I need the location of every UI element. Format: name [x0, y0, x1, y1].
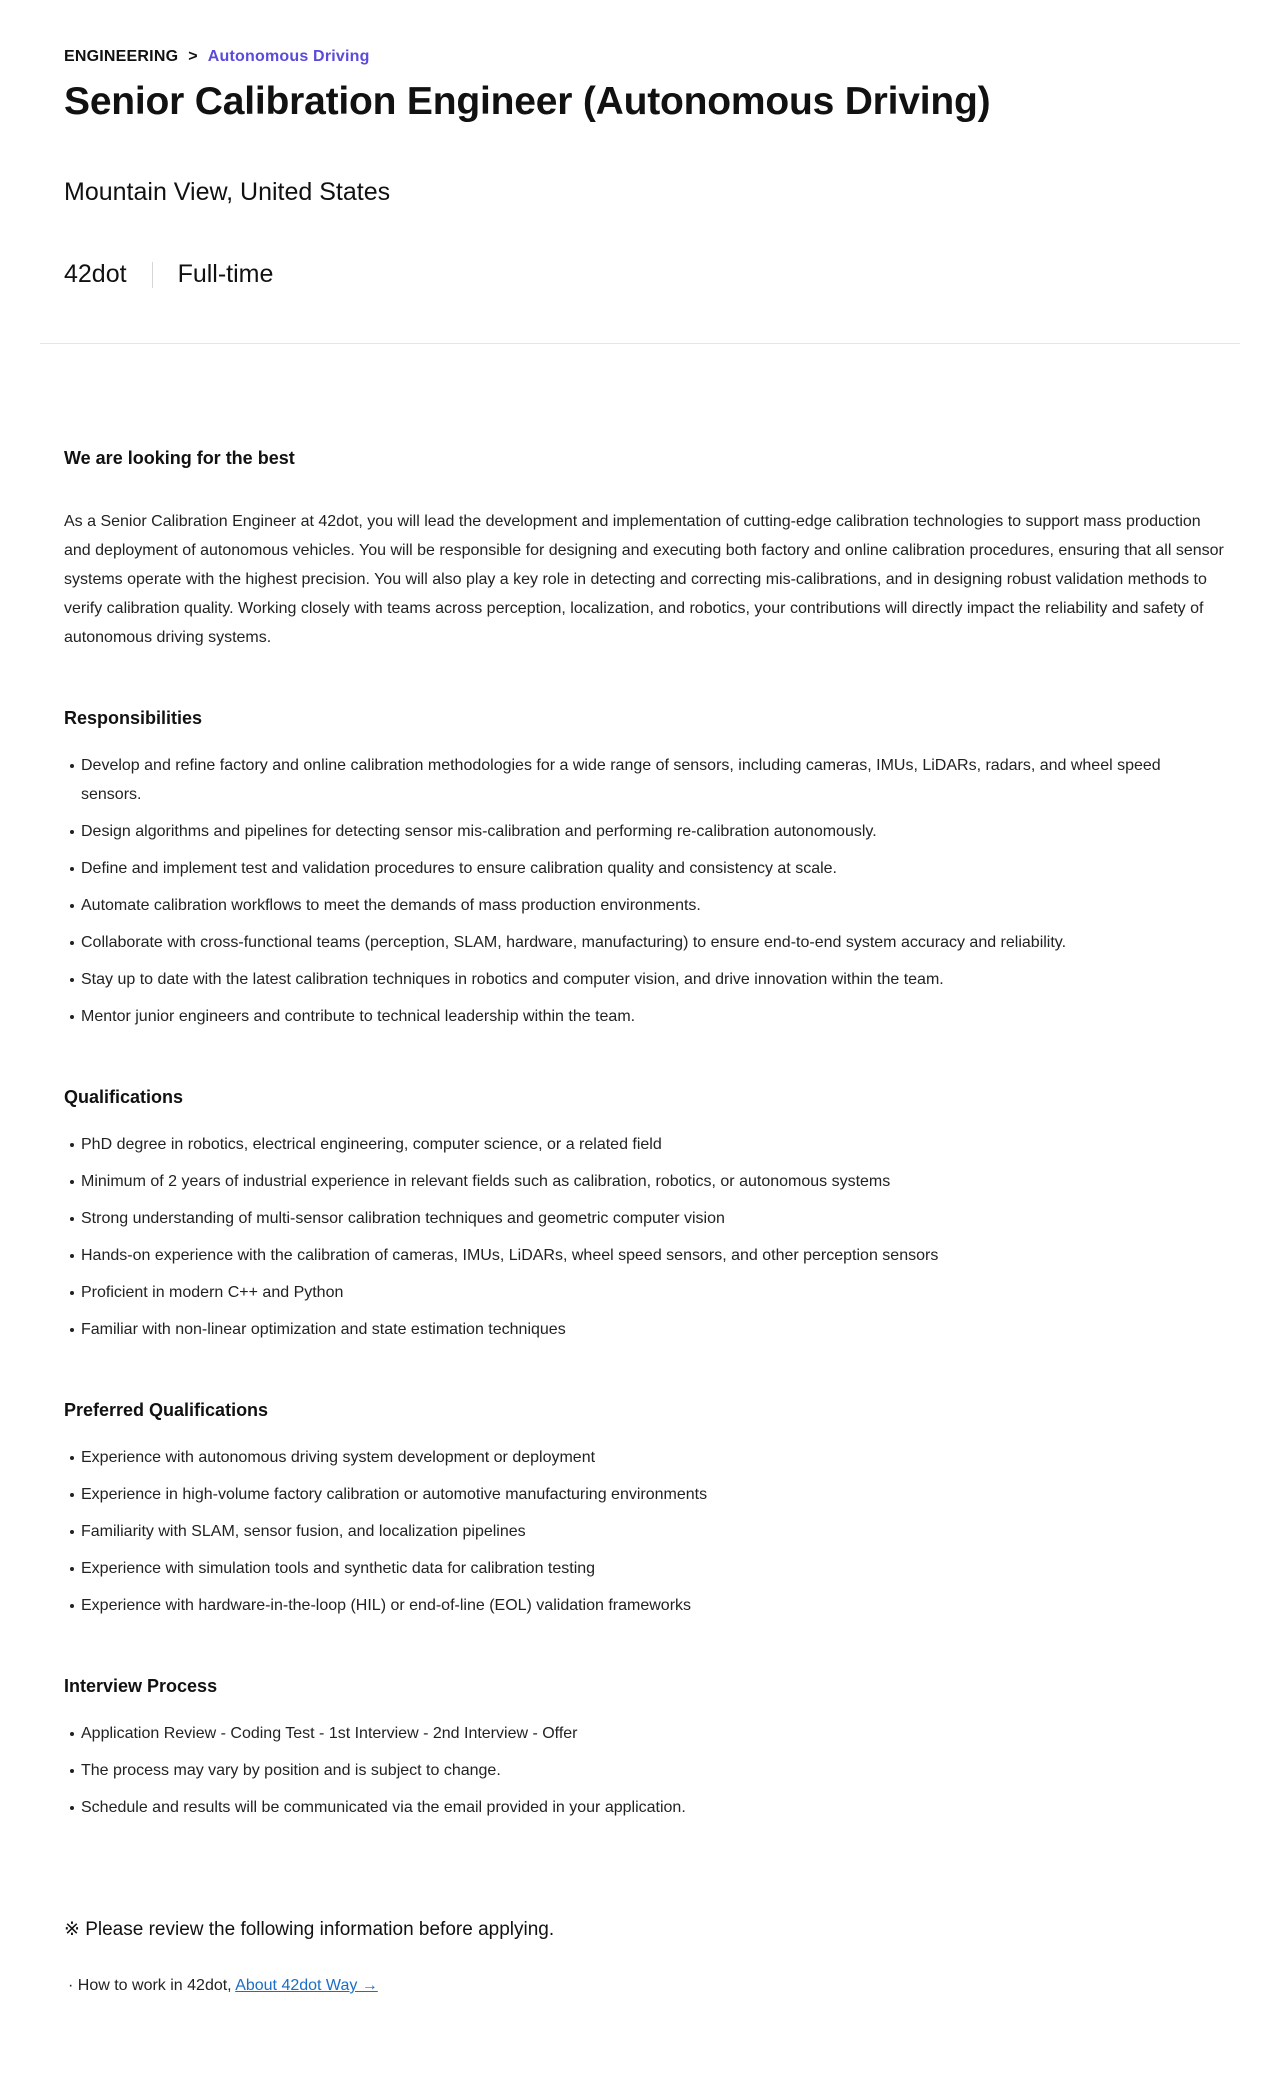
list-item: The process may vary by position and is subject to change.	[64, 1756, 1224, 1785]
interview-process-heading: Interview Process	[64, 1676, 218, 1696]
list-item: Collaborate with cross-functional teams (perception, SLAM, hardware, manufacturing) to ensure end-to-end system accuracy and reliability.	[64, 928, 1224, 957]
list-item: Hands-on experience with the calibration of cameras, IMUs, LiDARs, wheel speed sensors, and other perception sensors	[64, 1241, 1224, 1270]
preferred-qualifications-heading: Preferred Qualifications	[64, 1400, 269, 1420]
notice-text: ※ Please review the following information before applying.	[64, 1919, 555, 1940]
qualifications-heading: Qualifications	[64, 1087, 184, 1107]
qualifications-list	[64, 1130, 1224, 1344]
list-item: Automate calibration workflows to meet the demands of mass production environments.	[64, 891, 1224, 920]
list-item: Familiarity with SLAM, sensor fusion, and localization pipelines	[64, 1517, 1224, 1546]
page-title: Senior Calibration Engineer (Autonomous Driving)	[64, 80, 991, 123]
list-item: Design algorithms and pipelines for detecting sensor mis-calibration and performing re-calibration autonomously.	[64, 817, 1224, 846]
list-item: Experience with hardware-in-the-loop (HIL) or end-of-line (EOL) validation frameworks	[64, 1591, 1224, 1620]
how-to-work-prefix: · How to work in 42dot,	[68, 1977, 236, 1994]
responsibilities-heading: Responsibilities	[64, 708, 203, 728]
intro-heading: We are looking for the best	[64, 448, 295, 468]
qualifications-section	[64, 1087, 1224, 1344]
interview-process-section	[64, 1676, 1224, 1822]
preferred-qualifications-list	[64, 1443, 1224, 1620]
list-item: Stay up to date with the latest calibration techniques in robotics and computer vision, and drive innovation within the team.	[64, 965, 1224, 994]
intro-text: As a Senior Calibration Engineer at 42dot, you will lead the development and implementation of cutting-edge calibration technologies to support mass production and deployment of autonomous vehicles. You will be responsible for designing and executing both factory and online calibration procedures, ensuring that all sensor systems operate with the highest precision. You will also play a key role in detecting and correcting mis-calibrations, and in designing robust validation methods to verify calibration quality. Working closely with teams across perception, localization, and robotics, your contributions will directly impact the reliability and safety of autonomous driving systems.	[64, 513, 1224, 646]
job-description	[64, 448, 1224, 1995]
list-item: Experience in high-volume factory calibration or automotive manufacturing environments	[64, 1480, 1224, 1509]
interview-process-list	[64, 1719, 1224, 1822]
breadcrumb	[64, 48, 370, 66]
responsibilities-section	[64, 708, 1224, 1031]
list-item: Define and implement test and validation procedures to ensure calibration quality and consistency at scale.	[64, 854, 1224, 883]
list-item: PhD degree in robotics, electrical engineering, computer science, or a related field	[64, 1130, 1224, 1159]
list-item: Experience with autonomous driving system development or deployment	[64, 1443, 1224, 1472]
list-item: Familiar with non-linear optimization and state estimation techniques	[64, 1315, 1224, 1344]
responsibilities-list	[64, 751, 1224, 1031]
job-meta	[64, 260, 273, 289]
job-location: Mountain View, United States	[64, 178, 391, 206]
breadcrumb-root-link[interactable]: ENGINEERING	[64, 48, 179, 65]
list-item: Schedule and results will be communicated via the email provided in your application.	[64, 1793, 1224, 1822]
preferred-qualifications-section	[64, 1400, 1224, 1620]
list-item: Minimum of 2 years of industrial experience in relevant fields such as calibration, robotics, or autonomous systems	[64, 1167, 1224, 1196]
how-to-work-line	[64, 1977, 1224, 1995]
employment-type: Full-time	[177, 260, 274, 288]
list-item: Experience with simulation tools and synthetic data for calibration testing	[64, 1554, 1224, 1583]
intro-section	[64, 448, 1224, 652]
header-divider	[40, 343, 1240, 344]
company-name: 42dot	[64, 260, 127, 288]
breadcrumb-current-link[interactable]: Autonomous Driving	[207, 48, 370, 65]
list-item: Develop and refine factory and online calibration methodologies for a wide range of sensors, including cameras, IMUs, LiDARs, radars, and wheel speed sensors.	[64, 751, 1224, 809]
list-item: Strong understanding of multi-sensor calibration techniques and geometric computer vision	[64, 1204, 1224, 1233]
list-item: Mentor junior engineers and contribute to technical leadership within the team.	[64, 1002, 1224, 1031]
list-item: Application Review - Coding Test - 1st Interview - 2nd Interview - Offer	[64, 1719, 1224, 1748]
meta-divider	[152, 262, 153, 288]
about-42dot-way-link[interactable]: About 42dot Way →	[235, 1977, 378, 1994]
breadcrumb-separator: >	[188, 48, 198, 65]
list-item: Proficient in modern C++ and Python	[64, 1278, 1224, 1307]
